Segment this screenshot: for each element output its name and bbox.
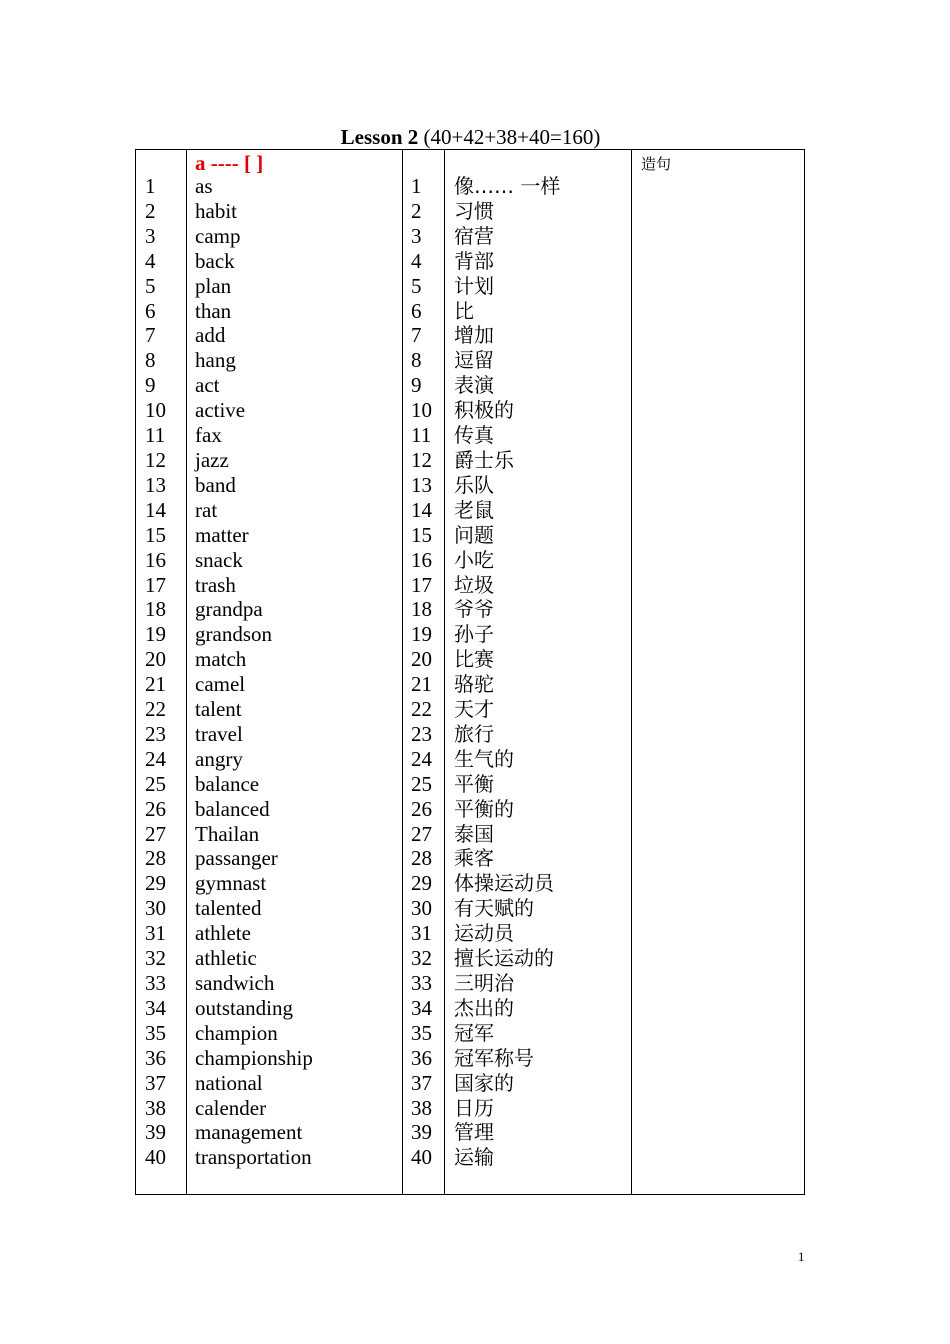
english-word: balanced <box>195 796 270 821</box>
row-number: 4 <box>411 248 422 273</box>
row-number: 29 <box>145 871 166 896</box>
english-word-column <box>187 150 403 1194</box>
row-number: 28 <box>145 846 166 871</box>
row-number: 22 <box>411 697 432 722</box>
row-number: 17 <box>411 572 432 597</box>
english-number-column <box>136 150 187 1194</box>
lesson-title <box>135 124 806 150</box>
chinese-meaning: 爷爷 <box>454 597 494 622</box>
english-word: camp <box>195 223 241 248</box>
row-number: 38 <box>145 1095 166 1120</box>
row-number: 6 <box>145 298 156 323</box>
chinese-meaning: 冠军称号 <box>454 1045 534 1070</box>
chinese-meaning: 问题 <box>454 522 494 547</box>
chinese-meaning: 习惯 <box>454 198 494 223</box>
row-number: 34 <box>145 995 166 1020</box>
english-word: angry <box>195 746 243 771</box>
row-number: 37 <box>145 1070 166 1095</box>
page-number: 1 <box>798 1249 805 1264</box>
row-number: 19 <box>145 622 166 647</box>
english-word: camel <box>195 672 246 697</box>
chinese-meaning-list <box>454 174 560 1170</box>
chinese-meaning: 计划 <box>454 273 494 298</box>
row-number: 25 <box>411 771 432 796</box>
chinese-meaning: 冠军 <box>454 1020 494 1045</box>
chinese-meaning: 擅长运动的 <box>454 946 554 971</box>
chinese-meaning: 体操运动员 <box>454 871 554 896</box>
row-number: 3 <box>145 223 156 248</box>
row-number: 30 <box>411 896 432 921</box>
row-number: 27 <box>145 821 166 846</box>
chinese-meaning: 逗留 <box>454 348 494 373</box>
english-word: gymnast <box>195 871 267 896</box>
chinese-meaning: 泰国 <box>454 821 494 846</box>
row-number: 25 <box>145 771 166 796</box>
row-number: 26 <box>145 796 166 821</box>
english-word: champion <box>195 1020 278 1045</box>
english-word: travel <box>195 721 243 746</box>
row-number: 20 <box>145 647 166 672</box>
english-word: Thailan <box>195 821 260 846</box>
chinese-meaning: 平衡 <box>454 771 494 796</box>
row-number: 9 <box>145 373 156 398</box>
chinese-meaning: 比 <box>454 298 474 323</box>
english-word: jazz <box>195 447 229 472</box>
chinese-meaning: 有天赋的 <box>454 896 534 921</box>
row-number: 32 <box>411 946 432 971</box>
row-number: 11 <box>145 423 166 448</box>
row-number: 14 <box>411 497 432 522</box>
chinese-meaning: 像…… 一样 <box>454 174 561 198</box>
row-number: 38 <box>411 1095 432 1120</box>
number-list <box>411 174 432 1170</box>
row-number: 33 <box>411 971 432 995</box>
row-number: 23 <box>411 721 432 746</box>
english-word: talent <box>195 697 242 722</box>
english-word: outstanding <box>195 995 293 1020</box>
row-number: 8 <box>145 348 156 373</box>
row-number: 35 <box>411 1020 432 1045</box>
row-number: 9 <box>411 373 422 398</box>
english-word: fax <box>195 423 222 448</box>
row-number: 40 <box>411 1145 432 1170</box>
chinese-meaning: 运动员 <box>454 921 514 946</box>
english-word: back <box>195 248 235 273</box>
number-list <box>145 174 166 1170</box>
row-number: 17 <box>145 572 166 597</box>
row-number: 24 <box>411 746 432 771</box>
row-number: 15 <box>411 522 432 547</box>
row-number: 28 <box>411 846 432 871</box>
english-word: matter <box>195 522 249 547</box>
english-column-header: a ---- [ ] <box>195 151 264 175</box>
chinese-meaning: 老鼠 <box>454 497 494 522</box>
row-number: 14 <box>145 497 166 522</box>
chinese-meaning: 传真 <box>454 423 494 448</box>
row-number: 2 <box>411 198 422 223</box>
row-number: 37 <box>411 1070 432 1095</box>
row-number: 8 <box>411 348 422 373</box>
chinese-meaning: 爵士乐 <box>454 447 514 472</box>
chinese-meaning: 比赛 <box>454 647 494 672</box>
row-number: 7 <box>411 323 422 348</box>
row-number: 39 <box>411 1120 432 1145</box>
english-word: active <box>195 398 246 423</box>
english-word: match <box>195 647 247 672</box>
chinese-meaning: 背部 <box>454 248 494 273</box>
row-number: 15 <box>145 522 166 547</box>
row-number: 5 <box>145 273 156 298</box>
english-word: habit <box>195 198 237 223</box>
chinese-meaning: 平衡的 <box>454 796 514 821</box>
english-word: national <box>195 1070 263 1095</box>
chinese-meaning: 旅行 <box>454 721 494 746</box>
english-word: plan <box>195 273 232 298</box>
row-number: 31 <box>145 921 166 946</box>
english-word: act <box>195 373 220 398</box>
english-word: athlete <box>195 921 251 946</box>
sentence-column <box>632 150 804 1194</box>
english-word: as <box>195 174 213 198</box>
english-word: balance <box>195 771 260 796</box>
chinese-meaning: 运输 <box>454 1145 494 1170</box>
chinese-meaning: 天才 <box>454 697 494 722</box>
row-number: 20 <box>411 647 432 672</box>
chinese-meaning: 乐队 <box>454 472 494 497</box>
chinese-meaning: 管理 <box>454 1120 494 1145</box>
row-number: 10 <box>145 398 166 423</box>
row-number: 1 <box>145 174 156 198</box>
chinese-meaning: 小吃 <box>454 547 494 572</box>
english-word: management <box>195 1120 303 1145</box>
row-number: 36 <box>411 1045 432 1070</box>
english-word: grandpa <box>195 597 263 622</box>
row-number: 36 <box>145 1045 166 1070</box>
row-number: 4 <box>145 248 156 273</box>
row-number: 30 <box>145 896 166 921</box>
row-number: 13 <box>145 472 166 497</box>
chinese-meaning: 宿营 <box>454 223 494 248</box>
chinese-meaning: 积极的 <box>454 398 514 423</box>
row-number: 7 <box>145 323 156 348</box>
row-number: 18 <box>145 597 166 622</box>
row-number: 10 <box>411 398 432 423</box>
lesson-title-score: (40+42+38+40=160) <box>418 125 601 149</box>
chinese-meaning: 生气的 <box>454 746 514 771</box>
chinese-meaning: 杰出的 <box>454 995 514 1020</box>
chinese-number-column <box>403 150 445 1194</box>
english-word: transportation <box>195 1145 312 1170</box>
row-number: 1 <box>411 174 422 198</box>
row-number: 16 <box>145 547 166 572</box>
row-number: 21 <box>411 672 432 697</box>
row-number: 21 <box>145 672 166 697</box>
row-number: 11 <box>411 423 432 448</box>
row-number: 40 <box>145 1145 166 1170</box>
chinese-meaning: 三明治 <box>454 971 514 995</box>
row-number: 18 <box>411 597 432 622</box>
row-number: 19 <box>411 622 432 647</box>
english-word: calender <box>195 1095 267 1120</box>
english-word: championship <box>195 1045 313 1070</box>
row-number: 3 <box>411 223 422 248</box>
english-word: talented <box>195 896 262 921</box>
chinese-meaning: 骆驼 <box>454 672 494 697</box>
row-number: 29 <box>411 871 432 896</box>
english-word: hang <box>195 348 236 373</box>
row-number: 35 <box>145 1020 166 1045</box>
row-number: 16 <box>411 547 432 572</box>
row-number: 12 <box>411 447 432 472</box>
chinese-meaning: 国家的 <box>454 1070 514 1095</box>
row-number: 39 <box>145 1120 166 1145</box>
english-word: than <box>195 298 232 323</box>
chinese-meaning: 日历 <box>454 1095 494 1120</box>
row-number: 27 <box>411 821 432 846</box>
english-word: passanger <box>195 846 278 871</box>
english-word: athletic <box>195 946 257 971</box>
english-word: grandson <box>195 622 272 647</box>
row-number: 2 <box>145 198 156 223</box>
row-number: 6 <box>411 298 422 323</box>
chinese-meaning: 孙子 <box>454 622 494 647</box>
row-number: 13 <box>411 472 432 497</box>
row-number: 12 <box>145 447 166 472</box>
english-word: add <box>195 323 226 348</box>
row-number: 33 <box>145 971 166 995</box>
vocabulary-table <box>135 149 805 1195</box>
chinese-meaning-column <box>445 150 632 1194</box>
english-word: trash <box>195 572 236 597</box>
row-number: 32 <box>145 946 166 971</box>
chinese-meaning: 增加 <box>454 323 494 348</box>
english-word: sandwich <box>195 971 275 995</box>
english-word-list <box>195 174 313 1170</box>
chinese-meaning: 乘客 <box>454 846 494 871</box>
row-number: 23 <box>145 721 166 746</box>
sentence-column-header: 造句 <box>641 155 672 173</box>
lesson-title-bold: Lesson 2 <box>340 125 419 149</box>
chinese-meaning: 垃圾 <box>454 572 494 597</box>
english-word: band <box>195 472 236 497</box>
english-word: snack <box>195 547 243 572</box>
row-number: 24 <box>145 746 166 771</box>
chinese-meaning: 表演 <box>454 373 494 398</box>
row-number: 22 <box>145 697 166 722</box>
row-number: 31 <box>411 921 432 946</box>
row-number: 34 <box>411 995 432 1020</box>
row-number: 26 <box>411 796 432 821</box>
english-word: rat <box>195 497 218 522</box>
row-number: 5 <box>411 273 422 298</box>
